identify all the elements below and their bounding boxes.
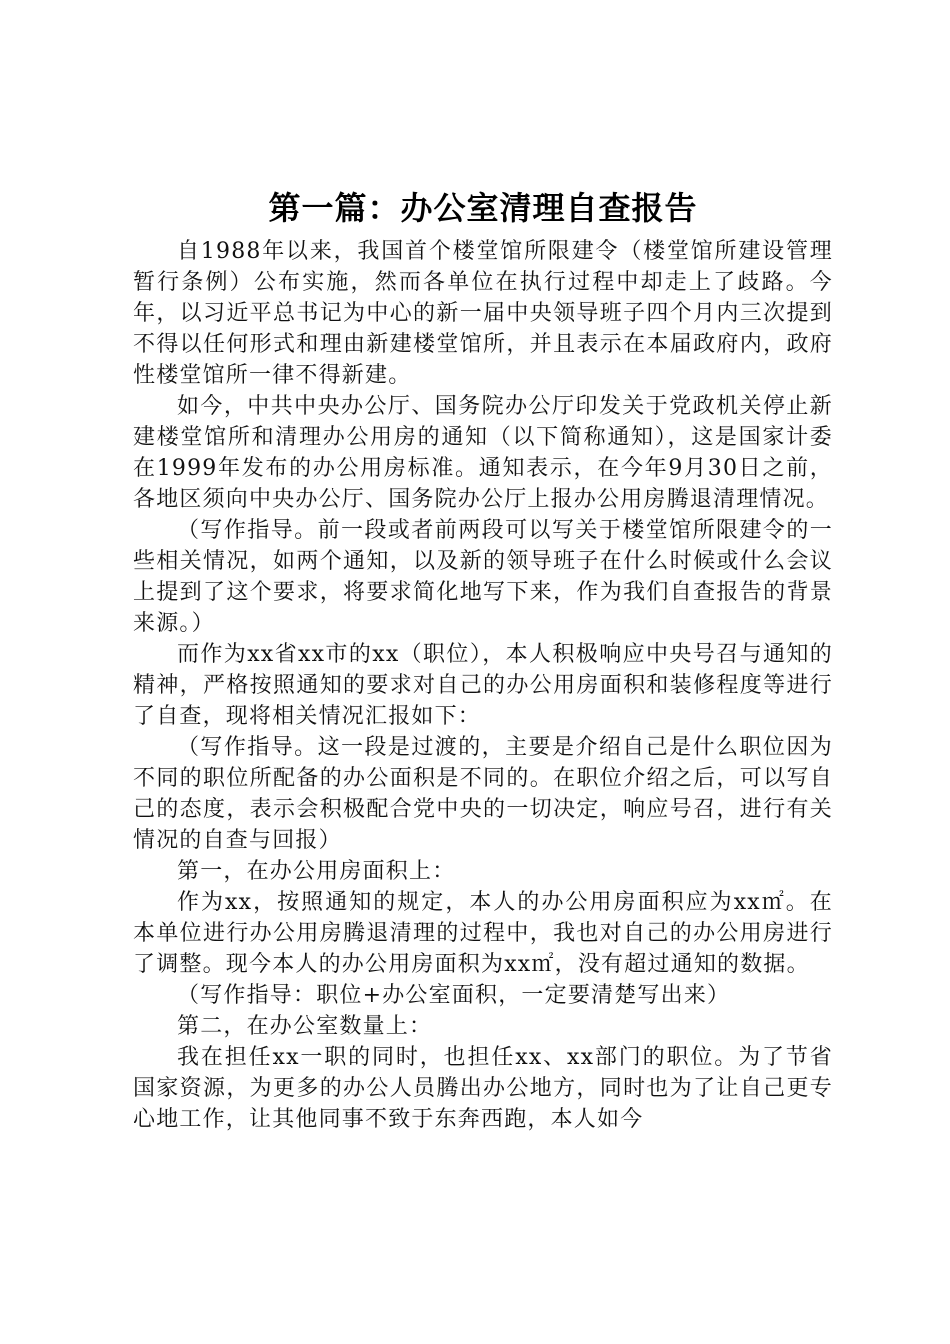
paragraph-notice: 如今，中共中央办公厅、国务院办公厅印发关于党政机关停止新建楼堂馆所和清理办公用房的通知（以下简称通知），这是国家计委在1999年发布的办公用房标准。通知表示，在今年9月30日之前，各地区须向中央办公厅、国务院办公厅上报办公用房腾退清理情况。: [133, 394, 833, 512]
paragraph-position: 而作为xx省xx市的xx（职位），本人积极响应中央号召与通知的精神，严格按照通知的要求对自己的办公用房面积和装修程度等进行了自查，现将相关情况汇报如下：: [133, 642, 833, 729]
paragraph-count: 我在担任xx一职的同时，也担任xx、xx部门的职位。为了节省国家资源，为更多的办公人员腾出办公地方，同时也为了让自己更专心地工作，让其他同事不致于东奔西跑，本人如今: [133, 1045, 833, 1132]
paragraph-area: 作为xx，按照通知的规定，本人的办公用房面积应为xx㎡。在本单位进行办公用房腾退清理的过程中，我也对自己的办公用房进行了调整。现今本人的办公用房面积为xx㎡，没有超过通知的数据。: [133, 890, 833, 977]
document-title: 第一篇：办公室清理自查报告: [268, 189, 698, 227]
paragraph-guide-2: （写作指导。这一段是过渡的，主要是介绍自己是什么职位因为不同的职位所配备的办公面积是不同的。在职位介绍之后，可以写自己的态度，表示会积极配合党中央的一切决定，响应号召，进行有关情况的自查与回报）: [133, 735, 833, 853]
document-page: [133, 180, 833, 1135]
section-heading-count: 第二，在办公室数量上：: [177, 1014, 433, 1039]
paragraph-guide-1: （写作指导。前一段或者前两段可以写关于楼堂馆所限建令的一些相关情况，如两个通知，以及新的领导班子在什么时候或什么会议上提到了这个要求，将要求简化地写下来，作为我们自查报告的背景来源。）: [133, 518, 833, 636]
paragraph-background: 自1988年以来，我国首个楼堂馆所限建令（楼堂馆所建设管理暂行条例）公布实施，然而各单位在执行过程中却走上了歧路。今年，以习近平总书记为中心的新一届中央领导班子四个月内三次提到不得以任何形式和理由新建楼堂馆所，并且表示在本届政府内，政府性楼堂馆所一律不得新建。: [133, 239, 833, 388]
section-heading-area: 第一，在办公用房面积上：: [177, 859, 456, 884]
paragraph-guide-3: （写作指导：职位+办公室面积，一定要清楚写出来）: [177, 983, 731, 1008]
